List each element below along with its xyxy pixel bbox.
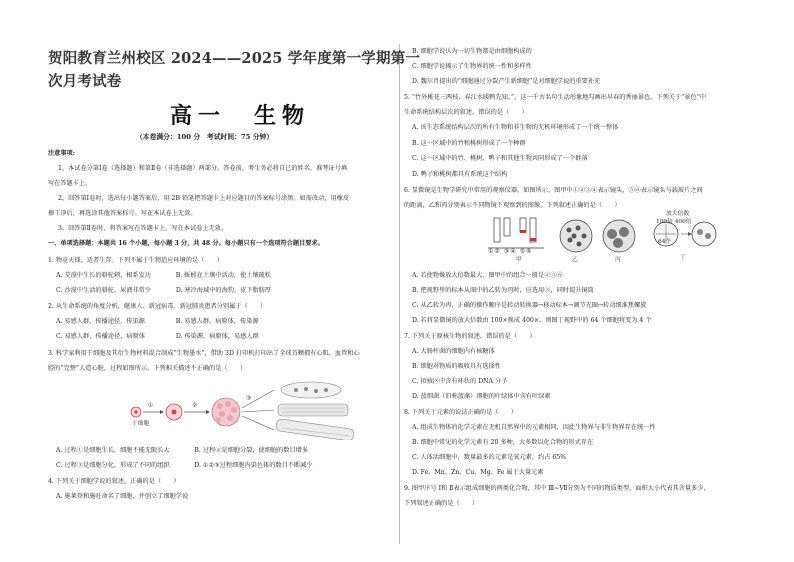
note-line: 3、回答第Ⅱ卷时，将答案写在答题卡上。写在本试卷上无效。 (58, 225, 228, 232)
question-line: 5. “竹外桃花三两枝，春江水暖鸭先知。”，这一千古名句生动形象地勾画出早春的秀丽景色。下列关于“景色”中 (404, 94, 707, 101)
figure-yi-label: 乙 (572, 257, 578, 263)
note-line: 写在答题卡上。 (48, 180, 92, 187)
option-line: D. 蓝细菌（旧称蓝藻）细胞的叶绿体中含有叶绿素 (412, 393, 551, 400)
option-line: A. 施莱登和施旺命名了细胞，并创立了细胞学说 (56, 493, 189, 500)
muscle-tissue-icon (278, 404, 348, 416)
question-line: 4. 下列关于细胞学说的叙述，正确的是（ ） (48, 478, 180, 485)
column-divider (399, 44, 400, 544)
question-line: 下列叙述正确的是（ ） (404, 500, 479, 507)
lens-label: ⑥ (526, 249, 533, 255)
subject-title: 高一 生物 (170, 103, 311, 129)
microscope-figure (484, 212, 764, 270)
lens-label: ⑤ (519, 249, 527, 255)
stem-cell-label: 干细胞 (132, 421, 150, 427)
arrow-head-icon (160, 410, 164, 414)
lens-label: ③ (503, 249, 511, 255)
question-line: 6. 显微镜是生物学研究中常用的观察仪器。如图所示，图甲中①②③④表示镜头，⑤⑥表示镜头与载玻片之间 (404, 187, 703, 194)
lens-icon (494, 218, 536, 242)
cell-count-label: 64个 (658, 239, 672, 245)
large-cell-icon (166, 404, 182, 420)
question-line: 2. 从生命系统的角度分析，健康人、新冠病毒、新冠肺炎患者分别属于（ ） (48, 303, 267, 310)
question-line: 1. 物竞天择，适者生存。下列不属于生物适应环境的是（ ） (48, 257, 223, 264)
section-heading: 一、单项选择题：本题共 16 个小题，每小题 3 分，共 48 分。每小题只有一个选项符合题目要求。 (48, 240, 324, 247)
option-line: D. 若将显微镜的放大倍数由 100×换成 400×，则图丁视野中的 64 个细胞将变为 4 个 (412, 317, 652, 324)
question-line: 8. 下列关于元素的说法正确的是（ ） (404, 409, 518, 416)
option-line: A. 该生态系统结构层次的所有生物和非生物的无机环境形成了一个统一整体 (412, 124, 619, 131)
arrow-head-icon (206, 410, 210, 414)
lens-label: ② (494, 249, 501, 255)
exam-title-line1: 贺阳教育兰州校区 2024——2025 学年度第一学期第一 (48, 50, 421, 67)
lens-label: ① (488, 249, 495, 255)
option-line: A. 大肠杆菌的细胞内有核糖体 (412, 348, 495, 355)
question-line: 9. 图甲序号 Ⅰ和 Ⅱ表示组成细胞的两类化合物，其中 Ⅲ~Ⅶ分别为不同的物质类型，面积大小代表其含量多少， (404, 485, 710, 492)
question-line: 3. 科学家利用干细胞及其衍生物材料混合制成“生物墨水”，借助 3D 打印机打印出了全球首颗拥有心肌、血管和心 (48, 350, 360, 357)
step-label: ③ (246, 395, 252, 402)
magnification-values: 100倍 400倍 (656, 219, 692, 225)
stem-cell-icon (131, 407, 141, 417)
option-line: A. 荒漠中生长的骆驼刺，根系发达 B. 蚯蚓在土壤中活动，使土壤疏松 (56, 272, 271, 279)
option-line: A. 组成生物体的化学元素在无机自然界中的元素相同，因此生物界与非生物界存在统一性 (412, 424, 656, 431)
option-line: D. Fe、Mn、Zn、Cu、Mg、Fe 属于大量元素 (412, 469, 544, 476)
cell-cluster-icon (212, 398, 240, 426)
note-line: 2、回答第Ⅰ卷时，选出每小题答案后，用 2B 铅笔把答题卡上对应题目的答案标号涂黑。如需改动，用橡皮 (58, 195, 350, 202)
exam-title-line2: 次月考试卷 (48, 73, 122, 90)
vessel-tissue-icon (276, 419, 355, 440)
option-line: C. 过程③是细胞分化，形成了不同的组织 D. ①②③过程细胞内染色体的数目不断减少 (56, 462, 313, 469)
tissue-icon (281, 382, 341, 398)
figure-bing-label: 丙 (615, 257, 621, 263)
lens-label: ④ (510, 249, 517, 255)
question-line: 生命系统结构层次的叙述，错误的是（ ） (404, 109, 528, 116)
view-yi-icon (560, 220, 592, 252)
option-line: D. 魏尔肖提出的“细胞通过分裂产生新细胞”是对细胞学说的重要补充 (412, 78, 601, 85)
question-line: 腔的“完整”人造心脏，过程如图所示。下列相关描述不正确的是（ ） (48, 365, 247, 372)
option-line: C. 这一区域中的竹、桃树、鸭子和其他生物共同形成了一个群落 (412, 155, 588, 162)
option-line: C. 人体活细胞中，数量最多的元素是氧元素，约占 65% (412, 454, 567, 461)
step-label: ② (192, 402, 198, 409)
note-line: 擦干净后，再选涂其他答案标号。写在本试卷上无效。 (48, 210, 197, 217)
option-line: C. 易感人群，传播途径，病原体 D. 传染源，病原体，易感人群 (56, 333, 259, 340)
option-line: A. 易感人群，传播途径，传染源 B. 易感人群，病原体，传染源 (56, 318, 259, 325)
view-ding-icon (692, 222, 716, 246)
option-line: A. 若使物像放大倍数最大，图甲中的组合一般是②③⑥ (412, 272, 563, 279)
view-bing-icon (603, 220, 635, 252)
question-line: 的距离，乙和丙分别表示不同物镜下观察到的图像。下列叙述正确的是（ ） (404, 202, 621, 209)
note-line: 1、本试卷分第Ⅰ卷（选择题）和第Ⅱ卷（非选择题）两部分。答卷前，考生务必将自己的姓名、准考证号填 (58, 165, 348, 172)
option-line: C. 沙漠中生活的骆驼，尿液非常少 D. 寒冷海域中的海豹，皮下脂肪厚 (56, 287, 272, 294)
option-line: D. 鸭子和桃树都具有系统这个结构 (412, 171, 508, 178)
figure-ding-label: 丁 (680, 255, 686, 261)
magnification-label: 放大倍数 (666, 211, 690, 217)
question-line: 7. 下列关于原核生物的叙述，错误的是（ ） (404, 333, 536, 340)
stem-cell-figure (126, 380, 386, 440)
option-line: C. 细胞学说揭示了生物界的统一性和多样性 (412, 63, 532, 70)
option-line: A. 过程①是细胞生长，细胞不能无限长大 B. 过程②是细胞分裂，使细胞的数目增多 (56, 447, 309, 454)
option-line: C. 拟核区中含有环状的 DNA 分子 (412, 378, 508, 385)
option-line: B. 细胞中常见的化学元素有 20 多种，大多数以化合物的形式存在 (412, 439, 594, 446)
option-line: B. 细胞对物质的吸收具有选择性 (412, 363, 501, 370)
option-line: B. 细胞学说认为一切生物都是由细胞构成的 (412, 48, 532, 55)
notes-heading: 注意事项: (48, 150, 76, 157)
step-label: ① (148, 402, 154, 409)
option-line: B. 把视野里的标本从图中的乙转为丙时，应选用③，同时提升镜筒 (412, 287, 594, 294)
option-line: C. 从乙转为丙，正确的操作顺序是转动转换器→移动标本→调节光圈→转动细准焦螺旋 (412, 302, 647, 309)
score-time: （本卷满分：100 分 考试时间：75 分钟） (136, 133, 274, 141)
figure-jia-label: 甲 (516, 257, 522, 263)
option-line: B. 这一区域中的竹和桃树形成了一个种群 (412, 140, 526, 147)
lens-labels (488, 248, 533, 256)
